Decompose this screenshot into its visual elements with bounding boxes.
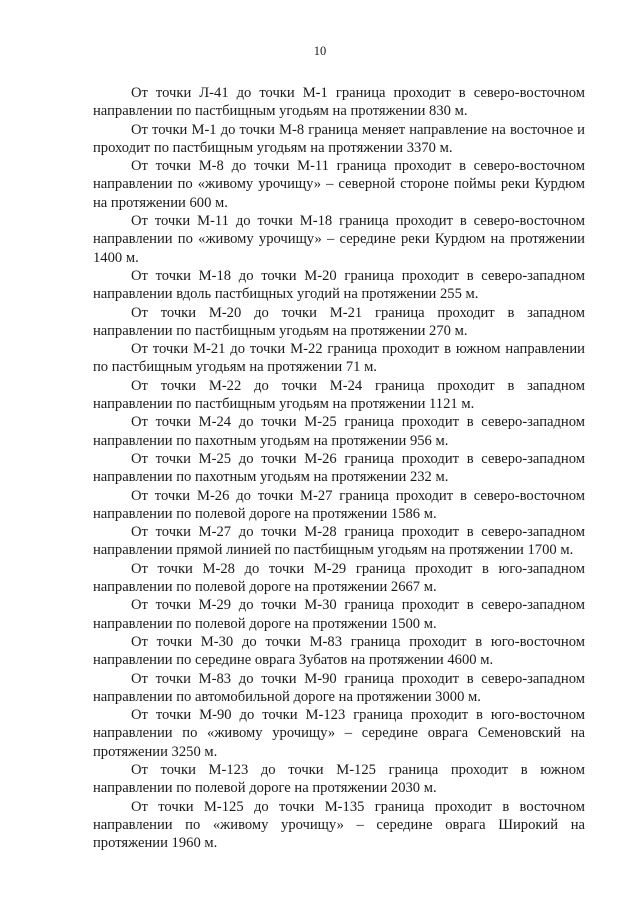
paragraph: От точки Л-41 до точки М-1 граница проходит в северо-восточном направлении по пастбищным угодьям на протяжении 830 м. bbox=[93, 85, 585, 120]
paragraph: От точки М-30 до точки М-83 граница проходит в юго-восточном направлении по середине оврага Зубатов на протяжении 4600 м. bbox=[93, 633, 585, 669]
paragraph: От точки М-8 до точки М-11 граница проходит в северо-восточном направлении по «живому урочищу» – северной стороне поймы реки Курдюм на протяжении 600 м. bbox=[93, 158, 585, 211]
paragraph: От точки М-20 до точки М-21 граница проходит в западном направлении по пастбищным угодьям на протяжении 270 м. bbox=[93, 304, 585, 339]
paragraph: От точки М-90 до точки М-123 граница проходит в юго-восточном направлении по «живому урочищу» – середине оврага Семеновский на протяжении 3250 м. bbox=[93, 707, 585, 760]
paragraph: От точки М-26 до точки М-27 граница проходит в северо-восточном направлении по полевой дороге на протяжении 1586 м. bbox=[93, 487, 585, 522]
paragraph: От точки М-25 до точки М-26 граница проходит в северо-западном направлении по пахотным угодьям на протяжении 232 м. bbox=[93, 450, 585, 486]
paragraph: От точки М-27 до точки М-28 граница проходит в северо-западном направлении прямой линией по пастбищным угодьям на протяжении 1700 м. bbox=[93, 524, 585, 559]
paragraph: От точки М-22 до точки М-24 граница проходит в западном направлении по пастбищным угодьям на протяжении 1121 м. bbox=[93, 377, 585, 413]
paragraph: От точки М-125 до точки М-135 граница проходит в восточном направлении по «живому урочищу» – середине оврага Широкий на протяжении 1960 м. bbox=[93, 798, 585, 852]
paragraph: От точки М-123 до точки М-125 граница проходит в южном направлении по полевой дороге на протяжении 2030 м. bbox=[93, 761, 585, 797]
paragraph: От точки М-29 до точки М-30 граница проходит в северо-западном направлении по полевой дороге на протяжении 1500 м. bbox=[93, 597, 585, 632]
page-number: 10 bbox=[313, 44, 327, 58]
paragraph: От точки М-21 до точки М-22 граница проходит в южном направлении по пастбищным угодьям на протяжении 71 м. bbox=[93, 341, 585, 376]
paragraph: От точки М-83 до точки М-90 граница проходит в северо-западном направлении по автомобильной дороге на протяжении 3000 м. bbox=[93, 670, 585, 705]
paragraph: От точки М-11 до точки М-18 граница проходит в северо-восточном направлении по «живому урочищу» – середине реки Курдюм на протяжении 1400 м. bbox=[93, 213, 585, 266]
paragraph: От точки М-24 до точки М-25 граница проходит в северо-западном направлении по пахотным угодьям на протяжении 956 м. bbox=[93, 414, 585, 449]
paragraph: От точки М-1 до точки М-8 граница меняет направление на восточное и проходит по пастбищным угодьям на протяжении 3370 м. bbox=[93, 121, 585, 156]
paragraph: От точки М-28 до точки М-29 граница проходит в юго-западном направлении по полевой дороге на протяжении 2667 м. bbox=[93, 560, 585, 596]
paragraph: От точки М-18 до точки М-20 граница проходит в северо-западном направлении вдоль пастбищных угодий на протяжении 255 м. bbox=[93, 267, 585, 303]
body-text bbox=[93, 84, 585, 852]
